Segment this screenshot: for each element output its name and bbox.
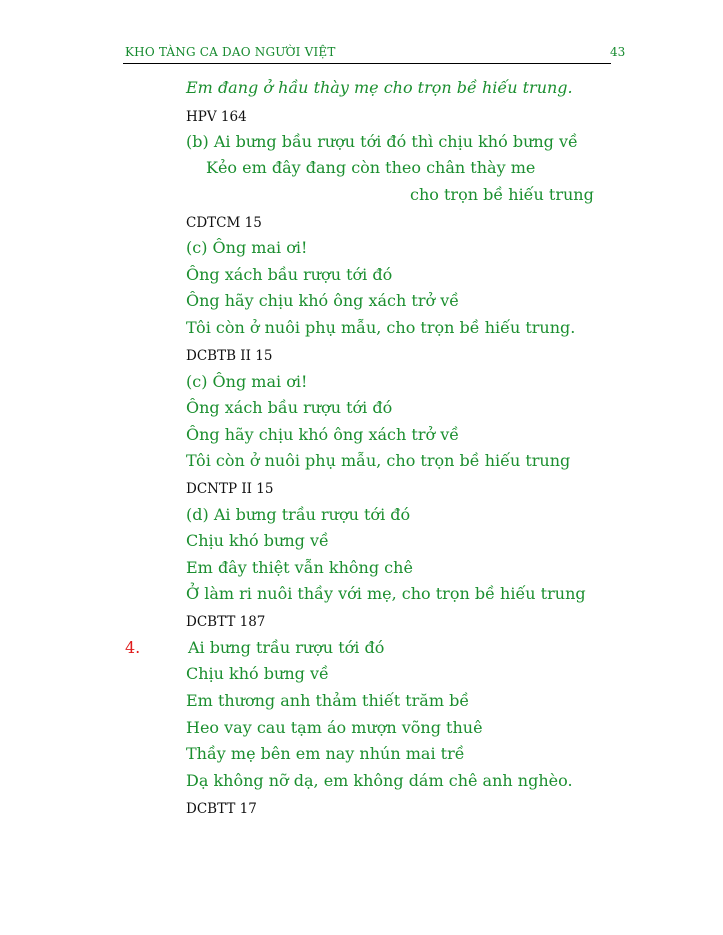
verse-line: Chịu khó bưng về <box>186 664 329 683</box>
verse-line: Em đây thiệt vẫn không chê <box>186 558 413 577</box>
verse-line: Em thương anh thảm thiết trăm bề <box>186 691 470 710</box>
page-number: 43 <box>610 45 626 59</box>
entry-number: 4. <box>125 638 141 657</box>
verse-line: Kẻo em đây đang còn theo chân thày me <box>206 158 536 177</box>
verse-line: (c) Ông mai ơi! <box>186 372 308 391</box>
verse-line: Heo vay cau tạm áo mượn võng thuê <box>186 718 483 737</box>
verse-line: Ông xách bầu rượu tới đó <box>186 398 393 417</box>
source-citation: CDTCM 15 <box>186 215 262 231</box>
running-header-title: KHO TÀNG CA DAO NGƯỜI VIỆT <box>125 45 336 59</box>
header-divider <box>123 63 611 64</box>
verse-line: Tôi còn ở nuôi phụ mẫu, cho trọn bề hiếu trung <box>186 451 571 470</box>
source-citation: HPV 164 <box>186 109 247 125</box>
verse-line: Ở làm ri nuôi thầy với mẹ, cho trọn bề hiếu trung <box>186 584 586 603</box>
verse-line: Ông xách bầu rượu tới đó <box>186 265 393 284</box>
verse-line: (c) Ông mai ơi! <box>186 238 308 257</box>
verse-line: Dạ không nỡ dạ, em không dám chê anh nghèo. <box>186 771 573 790</box>
verse-line: Ai bưng trầu rượu tới đó <box>188 638 385 657</box>
verse-line: Chịu khó bưng về <box>186 531 329 550</box>
verse-line: Ông hãy chịu khó ông xách trở về <box>186 425 460 444</box>
source-citation: DCBTB II 15 <box>186 348 273 364</box>
source-citation: DCBTT 17 <box>186 801 257 817</box>
source-citation: DCBTT 187 <box>186 614 266 630</box>
verse-line: Em đang ở hầu thày mẹ cho trọn bề hiếu trung. <box>186 78 573 97</box>
verse-line: (d) Ai bưng trầu rượu tới đó <box>186 505 411 524</box>
verse-line: Ông hãy chịu khó ông xách trở về <box>186 291 460 310</box>
source-citation: DCNTP II 15 <box>186 481 274 497</box>
verse-line: Thầy mẹ bên em nay nhún mai trề <box>186 744 465 763</box>
verse-line: Tôi còn ở nuôi phụ mẫu, cho trọn bề hiếu trung. <box>186 318 576 337</box>
verse-line: cho trọn bề hiếu trung <box>410 185 594 204</box>
verse-line: (b) Ai bưng bầu rượu tới đó thì chịu khó bưng về <box>186 132 578 151</box>
